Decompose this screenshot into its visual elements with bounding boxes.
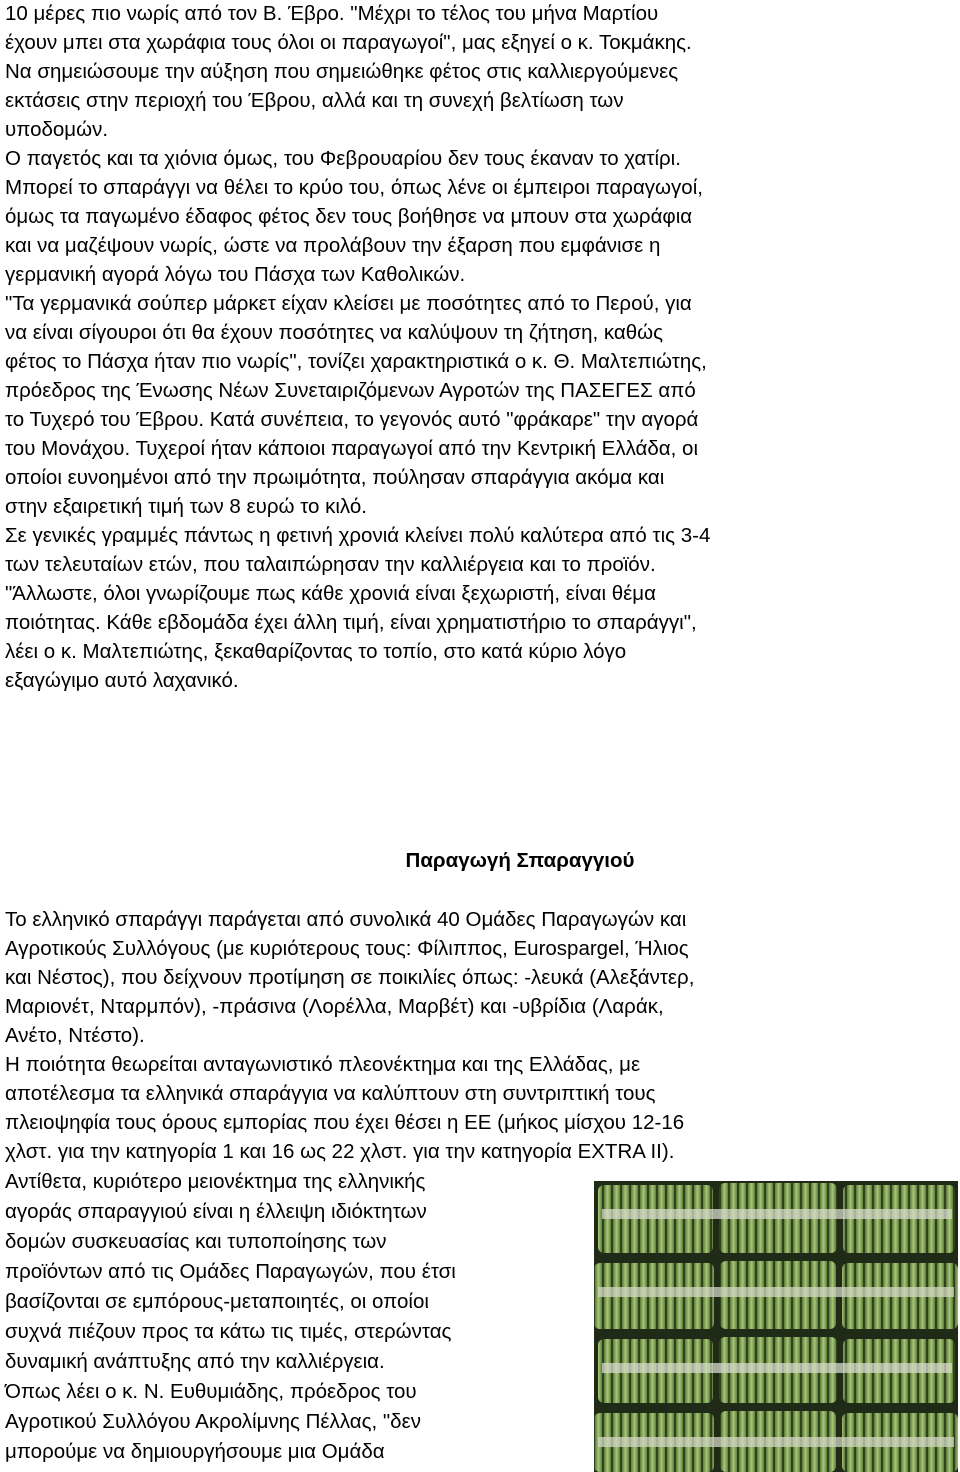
- text-line: Αγροτικού Συλλόγου Ακρολίμνης Πέλλας, "δεν: [5, 1410, 421, 1433]
- text-line: έχουν μπει στα χωράφια τους όλοι οι παραγωγοί", μας εξηγεί ο κ. Τοκμάκης.: [5, 31, 692, 54]
- text-line: "Τα γερμανικά σούπερ μάρκετ είχαν κλείσει με ποσότητες από το Περού, για: [5, 292, 692, 315]
- text-line: λέει ο κ. Μαλτεπιώτης, ξεκαθαρίζοντας το τοπίο, στο κατά κύριο λόγο: [5, 640, 627, 663]
- text-line: αγοράς σπαραγγιού είναι η έλλειψη ιδιόκτητων: [5, 1200, 427, 1223]
- text-line: του Μονάχου. Τυχεροί ήταν κάποιοι παραγωγοί από την Κεντρική Ελλάδα, οι: [5, 437, 698, 460]
- text-line: υποδομών.: [5, 118, 109, 141]
- text-line: βασίζονται σε εμπόρους-μεταποιητές, οι οποίοι: [5, 1290, 429, 1313]
- text-line: μπορούμε να δημιουργήσουμε μια Ομάδα: [5, 1440, 385, 1463]
- text-line: Σε γενικές γραμμές πάντως η φετινή χρονιά κλείνει πολύ καλύτερα από τις 3-4: [5, 524, 711, 547]
- asparagus-image: [594, 1181, 958, 1472]
- text-line: οποίοι ευνοημένοι από την πρωιμότητα, πούλησαν σπαράγγια ακόμα και: [5, 466, 665, 489]
- text-line: Μπορεί το σπαράγγι να θέλει το κρύο του, όπως λένε οι έμπειροι παραγωγοί,: [5, 176, 703, 199]
- text-line: Όπως λέει ο κ. Ν. Ευθυμιάδης, πρόεδρος του: [5, 1380, 417, 1403]
- text-line: Το ελληνικό σπαράγγι παράγεται από συνολικά 40 Ομάδες Παραγωγών και: [5, 908, 687, 931]
- text-line: συχνά πιέζουν προς τα κάτω τις τιμές, στερώντας: [5, 1320, 452, 1343]
- text-line: πρόεδρος της Ένωσης Νέων Συνεταιριζόμενων Αγροτών της ΠΑΣΕΓΕΣ από: [5, 379, 696, 402]
- text-line: δυναμική ανάπτυξης από την καλλιέργεια.: [5, 1350, 385, 1373]
- text-line: ποιότητας. Κάθε εβδομάδα έχει άλλη τιμή, είναι χρηματιστήριο το σπαράγγι",: [5, 611, 697, 634]
- text-line: να είναι σίγουροι ότι θα έχουν ποσότητες να καλύψουν τη ζήτηση, καθώς: [5, 321, 664, 344]
- text-line: γερμανική αγορά λόγω του Πάσχα των Καθολικών.: [5, 263, 466, 286]
- asparagus-photo: [594, 1181, 958, 1472]
- text-line: Να σημειώσουμε την αύξηση που σημειώθηκε φέτος στις καλλιεργούμενες: [5, 60, 679, 83]
- text-line: 10 μέρες πιο νωρίς από τον Β. Έβρο. "Μέχρι το τέλος του μήνα Μαρτίου: [5, 2, 659, 25]
- text-line: Αντίθετα, κυριότερο μειονέκτημα της ελληνικής: [5, 1170, 426, 1193]
- text-line: χλστ. για την κατηγορία 1 και 16 ως 22 χλστ. για την κατηγορία EXTRA II).: [5, 1140, 675, 1163]
- text-line: και Νέστος), που δείχνουν προτίμηση σε ποικιλίες όπως: -λευκά (Αλεξάντερ,: [5, 966, 695, 989]
- text-line: στην εξαιρετική τιμή των 8 ευρώ το κιλό.: [5, 495, 367, 518]
- text-line: εξαγώγιμο αυτό λαχανικό.: [5, 669, 239, 692]
- text-line: Αγροτικούς Συλλόγους (με κυριότερους τους: Φίλιππος, Eurospargel, Ήλιος: [5, 937, 689, 960]
- text-line: δομών συσκευασίας και τυποποίησης των: [5, 1230, 387, 1253]
- text-line: και να μαζέψουν νωρίς, ώστε να προλάβουν την έξαρση που εμφάνισε η: [5, 234, 661, 257]
- text-line: Ανέτο, Ντέστο).: [5, 1024, 145, 1047]
- text-line: πλειοψηφία τους όρους εμπορίας που έχει θέσει η ΕΕ (μήκος μίσχου 12-16: [5, 1111, 685, 1134]
- text-line: εκτάσεις στην περιοχή του Έβρου, αλλά και τη συνεχή βελτίωση των: [5, 89, 624, 112]
- text-line: Ο παγετός και τα χιόνια όμως, του Φεβρουαρίου δεν τους έκαναν το χατίρι.: [5, 147, 681, 170]
- text-line: "Άλλωστε, όλοι γνωρίζουμε πως κάθε χρονιά είναι ξεχωριστή, είναι θέμα: [5, 582, 656, 605]
- text-line: Μαριονέτ, Νταρμπόν), -πράσινα (Λορέλλα, Μαρβέτ) και -υβρίδια (Λαράκ,: [5, 995, 664, 1018]
- text-line: φέτος το Πάσχα ήταν πιο νωρίς", τονίζει χαρακτηριστικά ο κ. Θ. Μαλτεπιώτης,: [5, 350, 707, 373]
- section-heading: Παραγωγή Σπαραγγιού: [405, 849, 635, 872]
- text-line: προϊόντων από τις Ομάδες Παραγωγών, που έτσι: [5, 1260, 456, 1283]
- text-line: όμως τα παγωμένο έδαφος φέτος δεν τους βοήθησε να μπουν στα χωράφια: [5, 205, 693, 228]
- text-line: των τελευταίων ετών, που ταλαιπώρησαν την καλλιέργεια και το προϊόν.: [5, 553, 656, 576]
- text-line: το Τυχερό του Έβρου. Κατά συνέπεια, το γεγονός αυτό "φράκαρε" την αγορά: [5, 408, 699, 431]
- text-line: Η ποιότητα θεωρείται ανταγωνιστικό πλεονέκτημα και της Ελλάδας, με: [5, 1053, 641, 1076]
- text-line: αποτέλεσμα τα ελληνικά σπαράγγια να καλύπτουν στη συντριπτική τους: [5, 1082, 656, 1105]
